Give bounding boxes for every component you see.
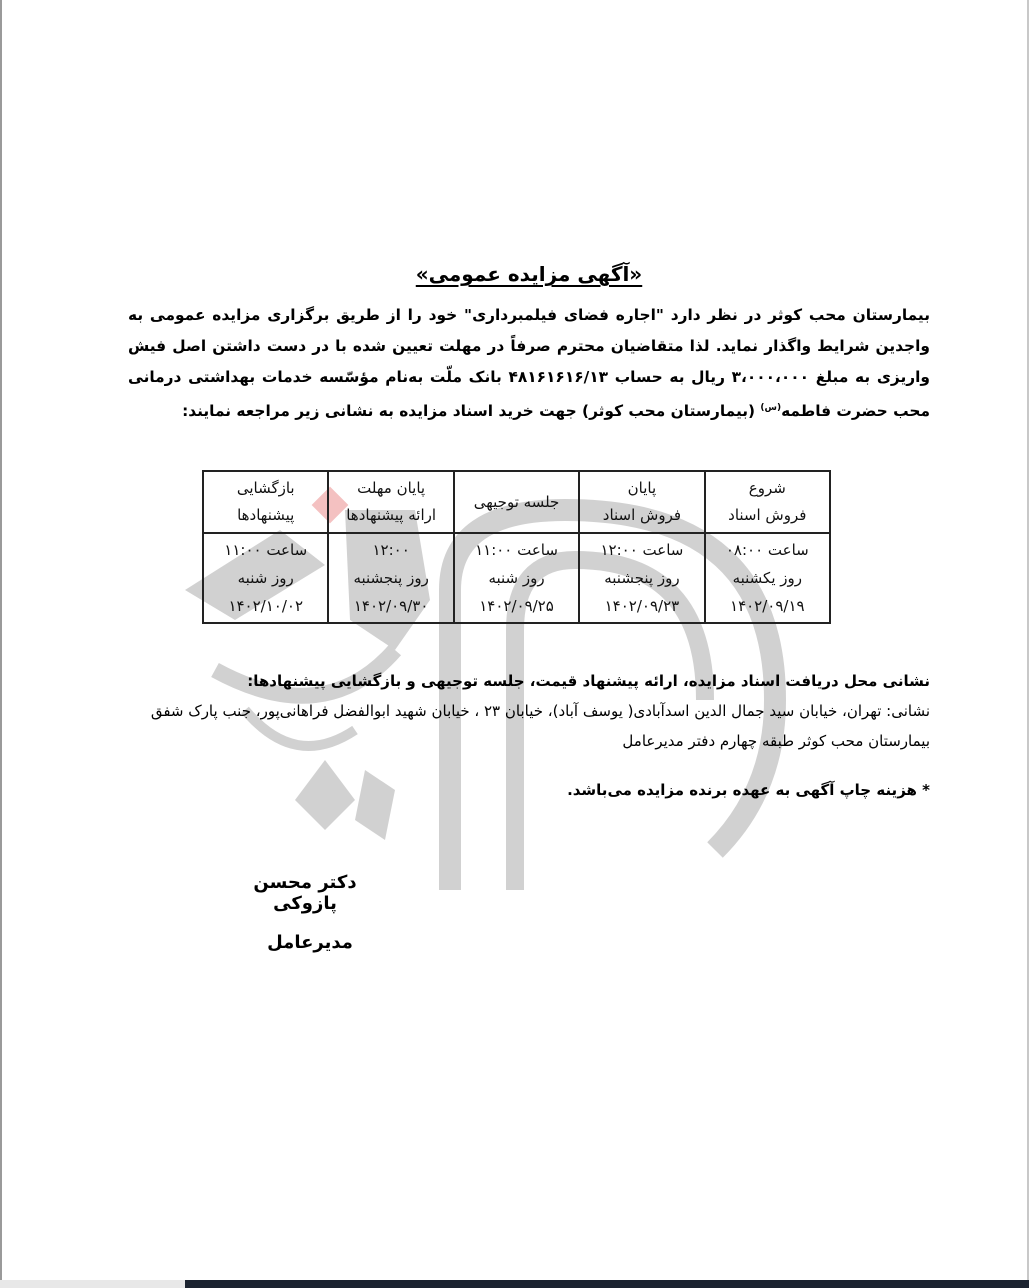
address-heading: نشانی محل دریافت اسناد مزایده، ارائه پیشنهاد قیمت، جلسه توجیهی و بازگشایی پیشنهادها: <box>247 672 930 690</box>
schedule-table <box>202 470 831 624</box>
header-cell <box>579 471 704 533</box>
schedule-cell <box>454 533 579 623</box>
schedule-cell <box>705 533 830 623</box>
cell-date: ۱۴۰۲/۰۹/۳۰ <box>353 597 429 615</box>
announcement-title: «آگهی مزایده عمومی» <box>415 262 643 286</box>
header-line: جلسه توجیهی <box>473 492 560 511</box>
header-line: شروع <box>748 479 786 497</box>
cell-time: ساعت ۱۲:۰۰ <box>600 541 684 559</box>
signatory-title: مدیرعامل <box>267 932 353 953</box>
cell-time: ساعت ۱۱:۰۰ <box>475 541 558 559</box>
header-cell <box>454 471 579 533</box>
schedule-cell <box>328 533 453 623</box>
cell-day: روز شنبه <box>237 569 294 587</box>
announcement-body <box>128 262 930 427</box>
schedule-values-row <box>203 533 830 623</box>
cell-day: روز یکشنبه <box>732 569 803 587</box>
header-line: پایان مهلت <box>357 479 426 497</box>
schedule-cell <box>203 533 328 623</box>
intro-honorific: (س) <box>760 403 782 413</box>
cell-day: روز شنبه <box>488 569 545 587</box>
cell-time: ۱۲:۰۰ <box>372 541 410 559</box>
intro-paragraph <box>128 300 930 427</box>
header-cell <box>328 471 453 533</box>
page-left-edge <box>0 0 2 1280</box>
header-cell <box>203 471 328 533</box>
cell-date: ۱۴۰۲/۱۰/۰۲ <box>228 597 303 615</box>
intro-text-end: (بیمارستان محب کوثر) جهت خرید اسناد مزایده به نشانی زیر مراجعه نمایند: <box>182 402 761 421</box>
header-line: فروش اسناد <box>728 506 807 524</box>
schedule-header-row <box>203 471 830 533</box>
schedule-cell <box>579 533 704 623</box>
cell-time: ساعت ۱۱:۰۰ <box>224 541 308 559</box>
cell-time: ساعت ۰۸:۰۰ <box>725 541 809 559</box>
address-line: نشانی: تهران، خیابان سید جمال الدین اسدآبادی( یوسف آباد)، خیابان ۲۳ ، خیابان شهید ابوالفضل فراهانی‌پور، جنب پارک شفق بیمارستان محب کوثر طبقه چهارم دفتر مدیرعامل <box>150 702 930 750</box>
cell-day: روز پنجشنبه <box>353 569 429 587</box>
header-line: پایان <box>627 479 657 497</box>
cell-date: ۱۴۰۲/۰۹/۲۵ <box>479 597 554 615</box>
header-cell <box>705 471 830 533</box>
signatory-name: دکتر محسن پازوکی <box>253 872 357 914</box>
header-line: بازگشایی <box>236 479 295 497</box>
cell-date: ۱۴۰۲/۰۹/۱۹ <box>730 597 805 615</box>
printing-cost-note: * هزینه چاپ آگهی به عهده برنده مزایده می‌باشد. <box>567 781 930 799</box>
address-section <box>128 666 930 805</box>
cell-day: روز پنجشنبه <box>604 569 680 587</box>
header-line: پیشنهادها <box>237 506 295 524</box>
taskbar-segment <box>0 1280 185 1288</box>
cell-date: ۱۴۰۲/۰۹/۲۳ <box>604 597 680 615</box>
header-line: فروش اسناد <box>602 506 682 524</box>
intro-text: بیمارستان محب کوثر در نظر دارد "اجاره فضای فیلمبرداری" خود را از طریق برگزاری مزایده عمومی به واجدین شرایط واگذار نماید. لذا متقاضیان محترم صرفاً در مهلت تعیین شده با در دست داشتن اصل فیش واریزی به مبلغ ۳،۰۰۰،۰۰۰ ریال به حساب ۴۸۱۶۱۶۱۶/۱۳ بانک ملّت به‌نام مؤسّسه خدمات بهداشتی درمانی محب حضرت فاطمه <box>128 306 930 421</box>
header-line: ارائه پیشنهادها <box>346 506 437 524</box>
